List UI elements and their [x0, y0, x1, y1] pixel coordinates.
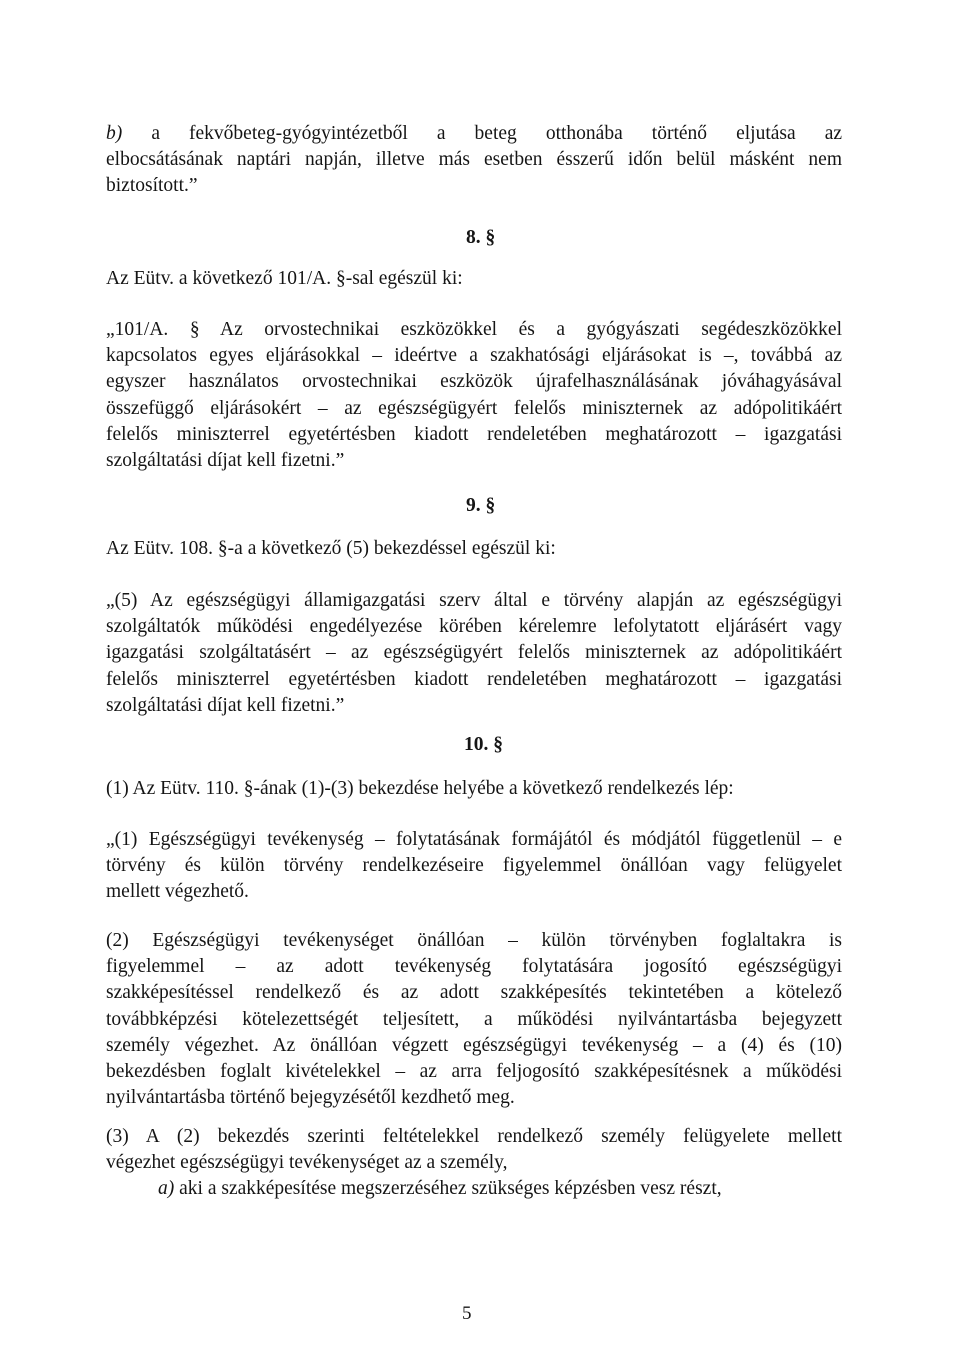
page-number: 5 [462, 1303, 472, 1324]
intro-line: biztosított.” [106, 175, 198, 197]
paragraph-line: (2) Egészségügyi tevékenységet önállóan – külön törvényben foglaltakra is [106, 930, 842, 951]
item-marker-a: a) [158, 1178, 175, 1200]
section-10-para-2 [106, 928, 842, 1111]
paragraph-line: szolgáltatók működési engedélyezése körében kérelemre lefolytatott eljárásért vagy [106, 616, 842, 638]
intro-paragraph [106, 121, 842, 200]
section-9-paragraph [106, 588, 842, 719]
paragraph-line: szakképesítéssel rendelkező és az adott szakképesítés tekintetében a kötelező [106, 982, 842, 1004]
paragraph-line: szolgáltatási díjat kell fizetni.” [106, 694, 345, 716]
paragraph-line: felelős miniszterrel egyetértésben kiadott rendeletében meghatározott – igazgatási [106, 668, 842, 690]
paragraph-line: (3) A (2) bekezdés szerinti feltételekkel rendelkező személy felügyelete mellett [106, 1126, 842, 1147]
paragraph-line: „(5) Az egészségügyi államigazgatási szerv által e törvény alapján az egészségügyi [106, 590, 842, 611]
section-10-intro: (1) Az Eütv. 110. §-ának (1)-(3) bekezdése helyébe a következő rendelkezés lép: [106, 778, 734, 799]
item-marker-b: b) [106, 123, 123, 144]
paragraph-line: kapcsolatos egyes eljárásokkal – ideértve a szakhatósági eljárásokat is –, továbbá az [106, 345, 842, 367]
paragraph-line: továbbképzési kötelezettségét teljesített, a működési nyilvántartásba bejegyzett [106, 1008, 842, 1030]
section-heading-9: 9. § [466, 495, 496, 516]
section-heading-8: 8. § [466, 227, 496, 248]
paragraph-line: felelős miniszterrel egyetértésben kiadott rendeletében meghatározott – igazgatási [106, 423, 842, 445]
paragraph-line: törvény és külön törvény rendelkezéseire figyelemmel önállóan vagy felügyelet [106, 855, 842, 877]
paragraph-line: bekezdésben foglalt kivételekkel – az arra feljogosító szakképesítésnek a működési [106, 1061, 842, 1083]
paragraph-line: figyelemmel – az adott tevékenység folytatására jogosító egészségügyi [106, 956, 842, 978]
section-9-intro: Az Eütv. 108. §-a a következő (5) bekezdéssel egészül ki: [106, 538, 556, 559]
section-10-para-1 [106, 827, 842, 906]
paragraph-line: mellett végezhető. [106, 881, 249, 903]
paragraph-line: nyilvántartásba történő bejegyzésétől kezdhető meg. [106, 1087, 515, 1109]
paragraph-line: „101/A. § Az orvostechnikai eszközökkel és a gyógyászati segédeszközökkel [106, 319, 842, 340]
paragraph-line: igazgatási szolgáltatásért – az egészségügyért felelős miniszternek az adópolitikáért [106, 642, 842, 664]
list-item-a: a) aki a szakképesítése megszerzéséhez szükséges képzésben vesz részt, [158, 1178, 722, 1200]
section-10-para-3 [106, 1124, 842, 1203]
paragraph-line: „(1) Egészségügyi tevékenység – folytatásának formájától és módjától függetlenül – e [106, 829, 842, 850]
paragraph-line: személy végezhet. Az önállóan végzett egészségügyi tevékenység – a (4) és (10) [106, 1034, 842, 1056]
intro-line: elbocsátásának naptári napján, illetve más esetben ésszerű időn belül másként nem [106, 149, 842, 171]
intro-line: b) a fekvőbeteg-gyógyintézetből a beteg otthonába történő eljutása az [106, 123, 842, 144]
section-heading-10: 10. § [464, 734, 503, 755]
paragraph-line: egyszer használatos orvostechnikai eszközök újrafelhasználásának jóváhagyásával [106, 371, 842, 393]
paragraph-line: összefüggő eljárásokért – az egészségügyért felelős miniszternek az adópolitikáért [106, 397, 842, 419]
section-8-intro: Az Eütv. a következő 101/A. §-sal egészül ki: [106, 268, 463, 289]
paragraph-line: szolgáltatási díjat kell fizetni.” [106, 450, 345, 472]
section-8-paragraph [106, 317, 842, 474]
paragraph-line: végezhet egészségügyi tevékenységet az a személy, [106, 1152, 508, 1174]
